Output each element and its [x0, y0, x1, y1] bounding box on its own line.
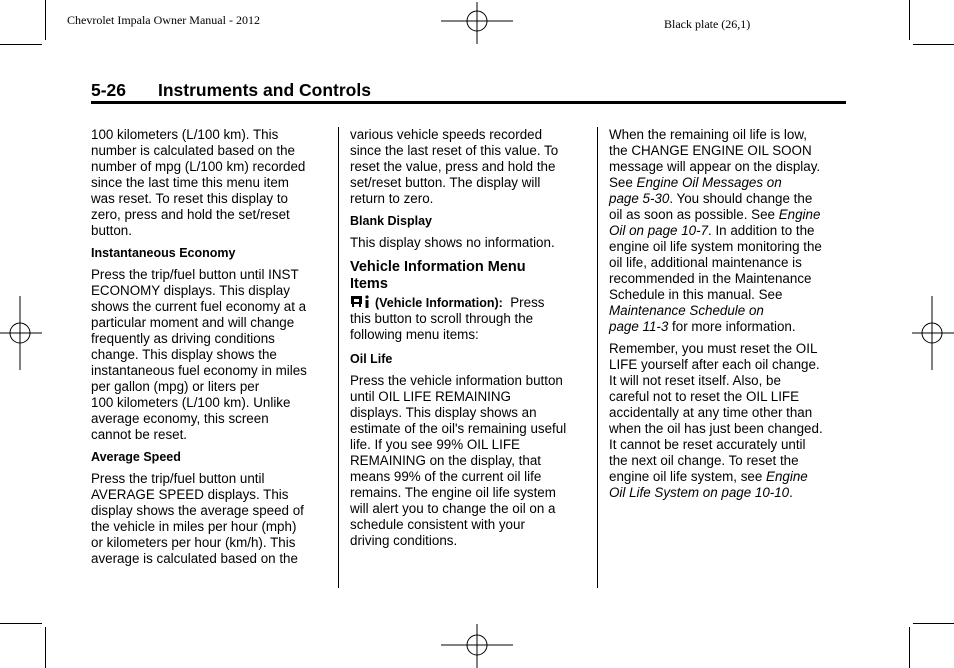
column-3: [609, 127, 849, 507]
cross-reference-link[interactable]: Oil Life System on page 10-10: [609, 485, 790, 500]
subheading-blank-display: Blank Display: [350, 214, 432, 228]
cross-reference-link[interactable]: Engine: [766, 469, 808, 484]
paragraph: This display shows no information.: [350, 235, 555, 250]
page-header: [91, 80, 846, 101]
section-title: Instruments and Controls: [158, 80, 371, 100]
plate-label: Black plate (26,1): [664, 17, 751, 31]
column-divider: [597, 127, 598, 588]
paragraph: various vehicle speeds recorded since the last reset of this value. To reset the value, press and hold the set/reset button. The display will return to zero.: [350, 127, 559, 206]
manual-title: Chevrolet Impala Owner Manual - 2012: [67, 13, 260, 27]
subheading-oil-life: Oil Life: [350, 352, 393, 366]
subheading-average-speed: Average Speed: [91, 450, 181, 464]
cross-reference-link[interactable]: Engine Oil Messages on: [636, 175, 782, 190]
crop-mark: [909, 627, 910, 668]
cross-reference-link[interactable]: page 11-3: [609, 319, 669, 334]
header-rule: [91, 101, 846, 104]
registration-mark-icon: [0, 296, 42, 370]
paragraph: 100 kilometers (L/100 km). This number is calculated based on the number of mpg (L/100 km) recorded since the last time this menu item was reset. To reset this display to zero, press and hold the set/reset button.: [91, 127, 306, 238]
crop-mark: [909, 0, 910, 40]
paragraph: Press the trip/fuel button until INST ECONOMY displays. This display shows the current fuel economy at a particular moment and will change frequently as driving conditions change. This display shows the instantaneous fuel economy in miles per gallon (mpg) or liters per 100 kilometers (L/100 km). Unlike average economy, this screen cannot be reset.: [91, 267, 307, 442]
cross-reference-link[interactable]: Engine: [778, 207, 821, 222]
column-divider: [338, 127, 339, 588]
paragraph: Press the vehicle information button until OIL LIFE REMAINING displays. This display shows an estimate of the oil's remaining useful life. If you see 99% OIL LIFE REMAINING on the display, that means 99% of the current oil life remains. The engine oil life system will alert you to change the oil on a schedule consistent with your driving conditions.: [350, 373, 567, 548]
paragraph: When the remaining oil life is low, the CHANGE ENGINE OIL SOON message will appear on the display. See Engine Oil Messages on page 5-30. You should change the oil as soon as possible. See Engine Oil on page 10-7. In addition to the engine oil life system monitoring the oil life, additional maintenance is recommended in the Maintenance Schedule in this manual. See Maintenance Schedule on page 11-3 for more information.: [609, 127, 822, 334]
crop-mark: [0, 623, 42, 624]
vehicle-information-icon: [350, 295, 372, 309]
registration-mark-icon: [441, 624, 513, 668]
subheading-instantaneous-economy: Instantaneous Economy: [91, 246, 236, 260]
section-heading-vehicle-information-menu-items: Vehicle Information Menu Items: [350, 259, 526, 292]
paragraph: Remember, you must reset the OIL LIFE yourself after each oil change. It will not reset itself. Also, be careful not to reset the OIL LIFE accidentally at any time other than when the oil has just been changed. It cannot be reset accurately until the next oil change. To reset the engine oil life system, see Engine Oil Life System on page 10-10.: [609, 341, 823, 500]
crop-mark: [45, 0, 46, 40]
paragraph: (Vehicle Information): Press this button to scroll through the following menu items:: [350, 295, 545, 342]
column-1: [91, 127, 331, 573]
paragraph: Press the trip/fuel button until AVERAGE SPEED displays. This display shows the average speed of the vehicle in miles per hour (mph) or kilometers per hour (km/h). This average is calculated based on the: [91, 471, 304, 566]
cross-reference-link[interactable]: Oil on page 10-7: [609, 223, 709, 238]
cross-reference-link[interactable]: Maintenance Schedule on: [609, 303, 764, 318]
page-number: 5-26: [91, 80, 127, 100]
crop-mark: [45, 627, 46, 668]
vehicle-information-label: (Vehicle Information):: [375, 296, 503, 310]
registration-mark-icon: [912, 296, 954, 370]
crop-mark: [913, 623, 954, 624]
crop-mark: [0, 44, 42, 45]
crop-mark: [913, 44, 954, 45]
column-2: [350, 127, 590, 555]
cross-reference-link[interactable]: page 5-30: [609, 191, 670, 206]
registration-mark-icon: [441, 2, 513, 44]
